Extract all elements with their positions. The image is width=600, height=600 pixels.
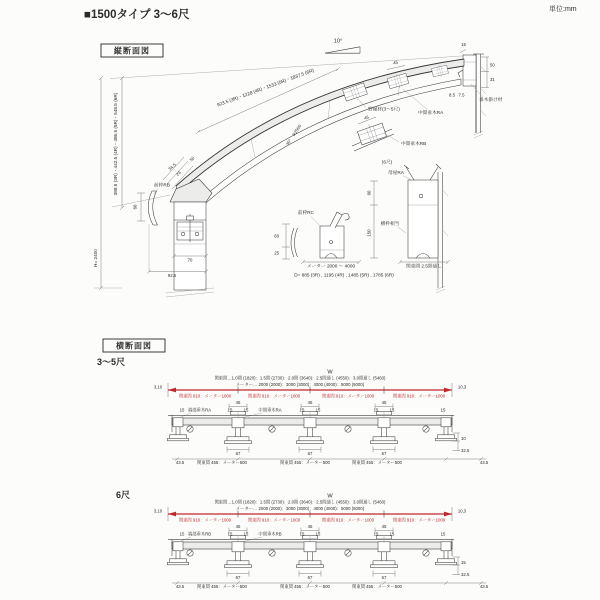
mid-rafter: [371, 412, 398, 444]
anchor-bolt: [345, 426, 351, 432]
svg-text:67: 67: [381, 451, 387, 456]
spec-line2: メーター… 2000 (2000)：3000 (3000)：4000 (4000)：5000 (5000): [235, 382, 365, 387]
front-frame-rc-detail: [274, 212, 349, 259]
dim-radius: R2500: [291, 123, 303, 137]
svg-text:15: 15: [179, 531, 185, 537]
bay-dim: 関東間 910：メーター1000: [321, 517, 375, 523]
bay-dim: 関東間 910：メーター1000: [247, 517, 301, 523]
svg-text:15: 15: [227, 407, 233, 413]
svg-text:45: 45: [363, 114, 370, 121]
svg-text:15: 15: [315, 407, 321, 413]
bottom-bay-dim: 関東間 455：メーター500: [280, 583, 330, 589]
mid-rafter: [297, 412, 324, 444]
mid-rafter-label: 中間垂木RA: [258, 407, 282, 413]
left-edge-dim: 3,10: [153, 508, 163, 514]
anchor-bolt: [187, 550, 193, 556]
svg-text:15: 15: [440, 531, 446, 537]
spec-line2: メーター… 2000 (2000)：3000 (3000)：4000 (4000)：5000 (5000): [235, 506, 365, 511]
unit-label: 単位:mm: [549, 6, 577, 13]
mid-rafter-label: 中間垂木RB: [258, 531, 282, 537]
dim-60-screen: 60: [132, 204, 138, 210]
gap-45-dims: [229, 524, 393, 534]
bay-dim: 関東間 910：メーター1000: [321, 393, 375, 399]
label-nobuchi: 野縁材(3〜5尺): [368, 106, 400, 112]
dim-50b: 50: [490, 62, 495, 68]
depth-dimensions: [294, 260, 450, 278]
dim-7-5: 7.5: [458, 92, 465, 98]
dim-34-5: 34.5: [167, 162, 177, 172]
page-title: ■1500タイプ 3〜6尺: [84, 9, 190, 21]
svg-text:45: 45: [235, 524, 241, 529]
svg-text:45: 45: [307, 400, 313, 405]
dim-92-5: 92.5: [167, 273, 177, 278]
svg-text:15: 15: [373, 531, 379, 537]
anchor-bolt: [345, 550, 351, 556]
dim-60-rc: 60: [274, 233, 279, 239]
svg-text:15: 15: [389, 531, 395, 537]
svg-text:45: 45: [392, 59, 399, 66]
bay-dim: 関東間 910：メーター1000: [247, 393, 301, 399]
dim-25: 25: [274, 250, 279, 256]
variant-heading: 3〜5尺: [97, 357, 126, 367]
svg-text:15: 15: [389, 407, 395, 413]
dim-post-height: H= 2400: [93, 249, 98, 267]
bottom-bay-dim: 関東間 455：メーター500: [280, 459, 330, 465]
right-top-dim: 15: [461, 560, 466, 565]
label-maewaku-rc: 前枠RC: [297, 210, 315, 215]
dim-arc-angle: 30°: [284, 138, 293, 147]
dim-depth: D= 885 (3R) , 1195 (4R) , 1485 (5R) , 1785 (6R): [294, 272, 394, 278]
cross-section-3-5: [97, 357, 489, 466]
svg-text:15: 15: [243, 531, 249, 537]
bottom-dim-row: [172, 457, 489, 466]
edge-43-5: 43.5: [479, 583, 489, 589]
dim-60-wall: 60: [366, 190, 372, 196]
label-6shaku: (6尺): [381, 159, 393, 165]
spec-line1: 関東間…1.0間 (1820)：1.5間 (2730)：2.0間 (3640)：2.5間通し (4550)：3.0間通し (5460): [214, 499, 386, 505]
right-top-dim: 10: [461, 436, 466, 441]
svg-text:67: 67: [235, 575, 241, 580]
bottom-bay-dim: 関東間 455：メーター500: [352, 583, 402, 589]
variant-heading: 6尺: [116, 490, 131, 500]
bottom-dim-row: [172, 581, 489, 590]
right-bottom-dim: 32.5: [461, 448, 470, 453]
svg-text:67: 67: [381, 575, 387, 580]
width-label: W: [327, 369, 333, 376]
bottom-bay-dim: 関東間 455：メーター500: [197, 459, 247, 465]
dim-kanto: 関東間 2.5間通し: [406, 263, 442, 269]
right-bottom-dim: 32.5: [461, 572, 470, 577]
mid-rafter: [371, 536, 398, 568]
width-label: W: [327, 493, 333, 500]
bottom-bay-dim: 関東間 455：メーター500: [197, 583, 247, 589]
label-yokowaku: 横枠相当: [380, 221, 400, 226]
right-edge-dim: 10,3: [457, 508, 467, 514]
anchor-bolt: [423, 550, 429, 556]
header: [84, 4, 577, 21]
label-moya-ra: 母屋RA: [388, 170, 404, 175]
dim-meter-range: メーター 2000 〜 4000: [306, 263, 356, 269]
svg-text:15: 15: [299, 531, 305, 537]
vertical-section: [93, 39, 503, 298]
svg-text:45: 45: [235, 400, 241, 405]
svg-text:15: 15: [243, 407, 249, 413]
edge-43-5: 43.5: [175, 583, 185, 589]
front-post: [148, 179, 214, 297]
dim-150: 150: [366, 229, 372, 237]
gap-45-dims: [229, 400, 393, 410]
anchor-bolt: [423, 426, 429, 432]
bay-dim: 関東間 910：メーター1000: [178, 517, 232, 523]
dim-15-top: 15: [461, 42, 466, 47]
svg-text:45: 45: [381, 524, 387, 529]
svg-text:15: 15: [373, 407, 379, 413]
vertical-section-label: 縦断面図: [114, 46, 150, 56]
anchor-bolt: [187, 426, 193, 432]
label-chukan-rb: 中間垂木RB: [401, 141, 427, 146]
edge-43-5: 43.5: [175, 459, 185, 465]
foot-67-dims: [227, 447, 395, 457]
label-tarukikake: 垂木掛け材: [479, 97, 503, 102]
edge-43-5: 43.5: [479, 459, 489, 465]
anchor-bolt: [269, 426, 275, 432]
svg-text:15: 15: [179, 407, 185, 413]
slope-indicator: [325, 39, 360, 54]
right-edge-dim: 10,3: [457, 384, 467, 390]
right-small-dims: [453, 557, 470, 577]
svg-text:15: 15: [227, 531, 233, 537]
svg-text:45: 45: [381, 400, 387, 405]
dim-70: 70: [187, 257, 193, 263]
mid-rafter: [297, 536, 324, 568]
end-rafter-label: 端部垂木RA: [188, 407, 212, 413]
anchor-bolt: [269, 550, 275, 556]
svg-text:67: 67: [235, 451, 241, 456]
bottom-bay-dim: 関東間 455：メーター500: [352, 459, 402, 465]
svg-text:15: 15: [315, 531, 321, 537]
dim-8-5: 8.5: [449, 92, 455, 98]
dim-24: 24: [175, 169, 182, 177]
bay-dim: 関東間 910：メーター1000: [392, 393, 446, 399]
label-maewaku-rb: 前枠RB: [154, 182, 170, 188]
dim-50: 50: [188, 155, 196, 163]
end-rafter-label: 端部垂木RB: [188, 531, 212, 537]
svg-text:67: 67: [307, 451, 313, 456]
dim-31: 31: [490, 77, 495, 82]
foot-67-dims: [227, 571, 395, 581]
cross-section-6: [116, 490, 489, 590]
svg-text:15: 15: [440, 407, 446, 413]
dim-curve-lengths: 923.5 (3R)・1228 (4R)・1533 (5R)・1837.5 (6R): [216, 67, 315, 108]
spec-line1: 関東間…1.0間 (1820)：1.5間 (2730)：2.0間 (3640)：2.5間通し (4550)：3.0間通し (5460): [214, 375, 386, 381]
svg-text:45: 45: [307, 524, 313, 529]
cross-section-label: 横断面図: [116, 341, 152, 351]
right-small-dims: [453, 433, 470, 453]
left-edge-dim: 3,10: [153, 384, 163, 390]
bay-dim: 関東間 910：メーター1000: [178, 393, 232, 399]
svg-text:67: 67: [307, 575, 313, 580]
part-labels: [154, 84, 503, 233]
svg-text:15: 15: [299, 407, 305, 413]
bay-dim: 関東間 910：メーター1000: [392, 517, 446, 523]
dim-rise: 388.5 (3R)・442.5 (4R)・486.5 (5R)・548.5 (6R): [113, 92, 118, 196]
label-chukan-ra: 中間垂木RA: [418, 110, 444, 115]
mid-rafter-rb-detail: [352, 120, 394, 151]
slope-angle-label: 10°: [333, 38, 343, 45]
